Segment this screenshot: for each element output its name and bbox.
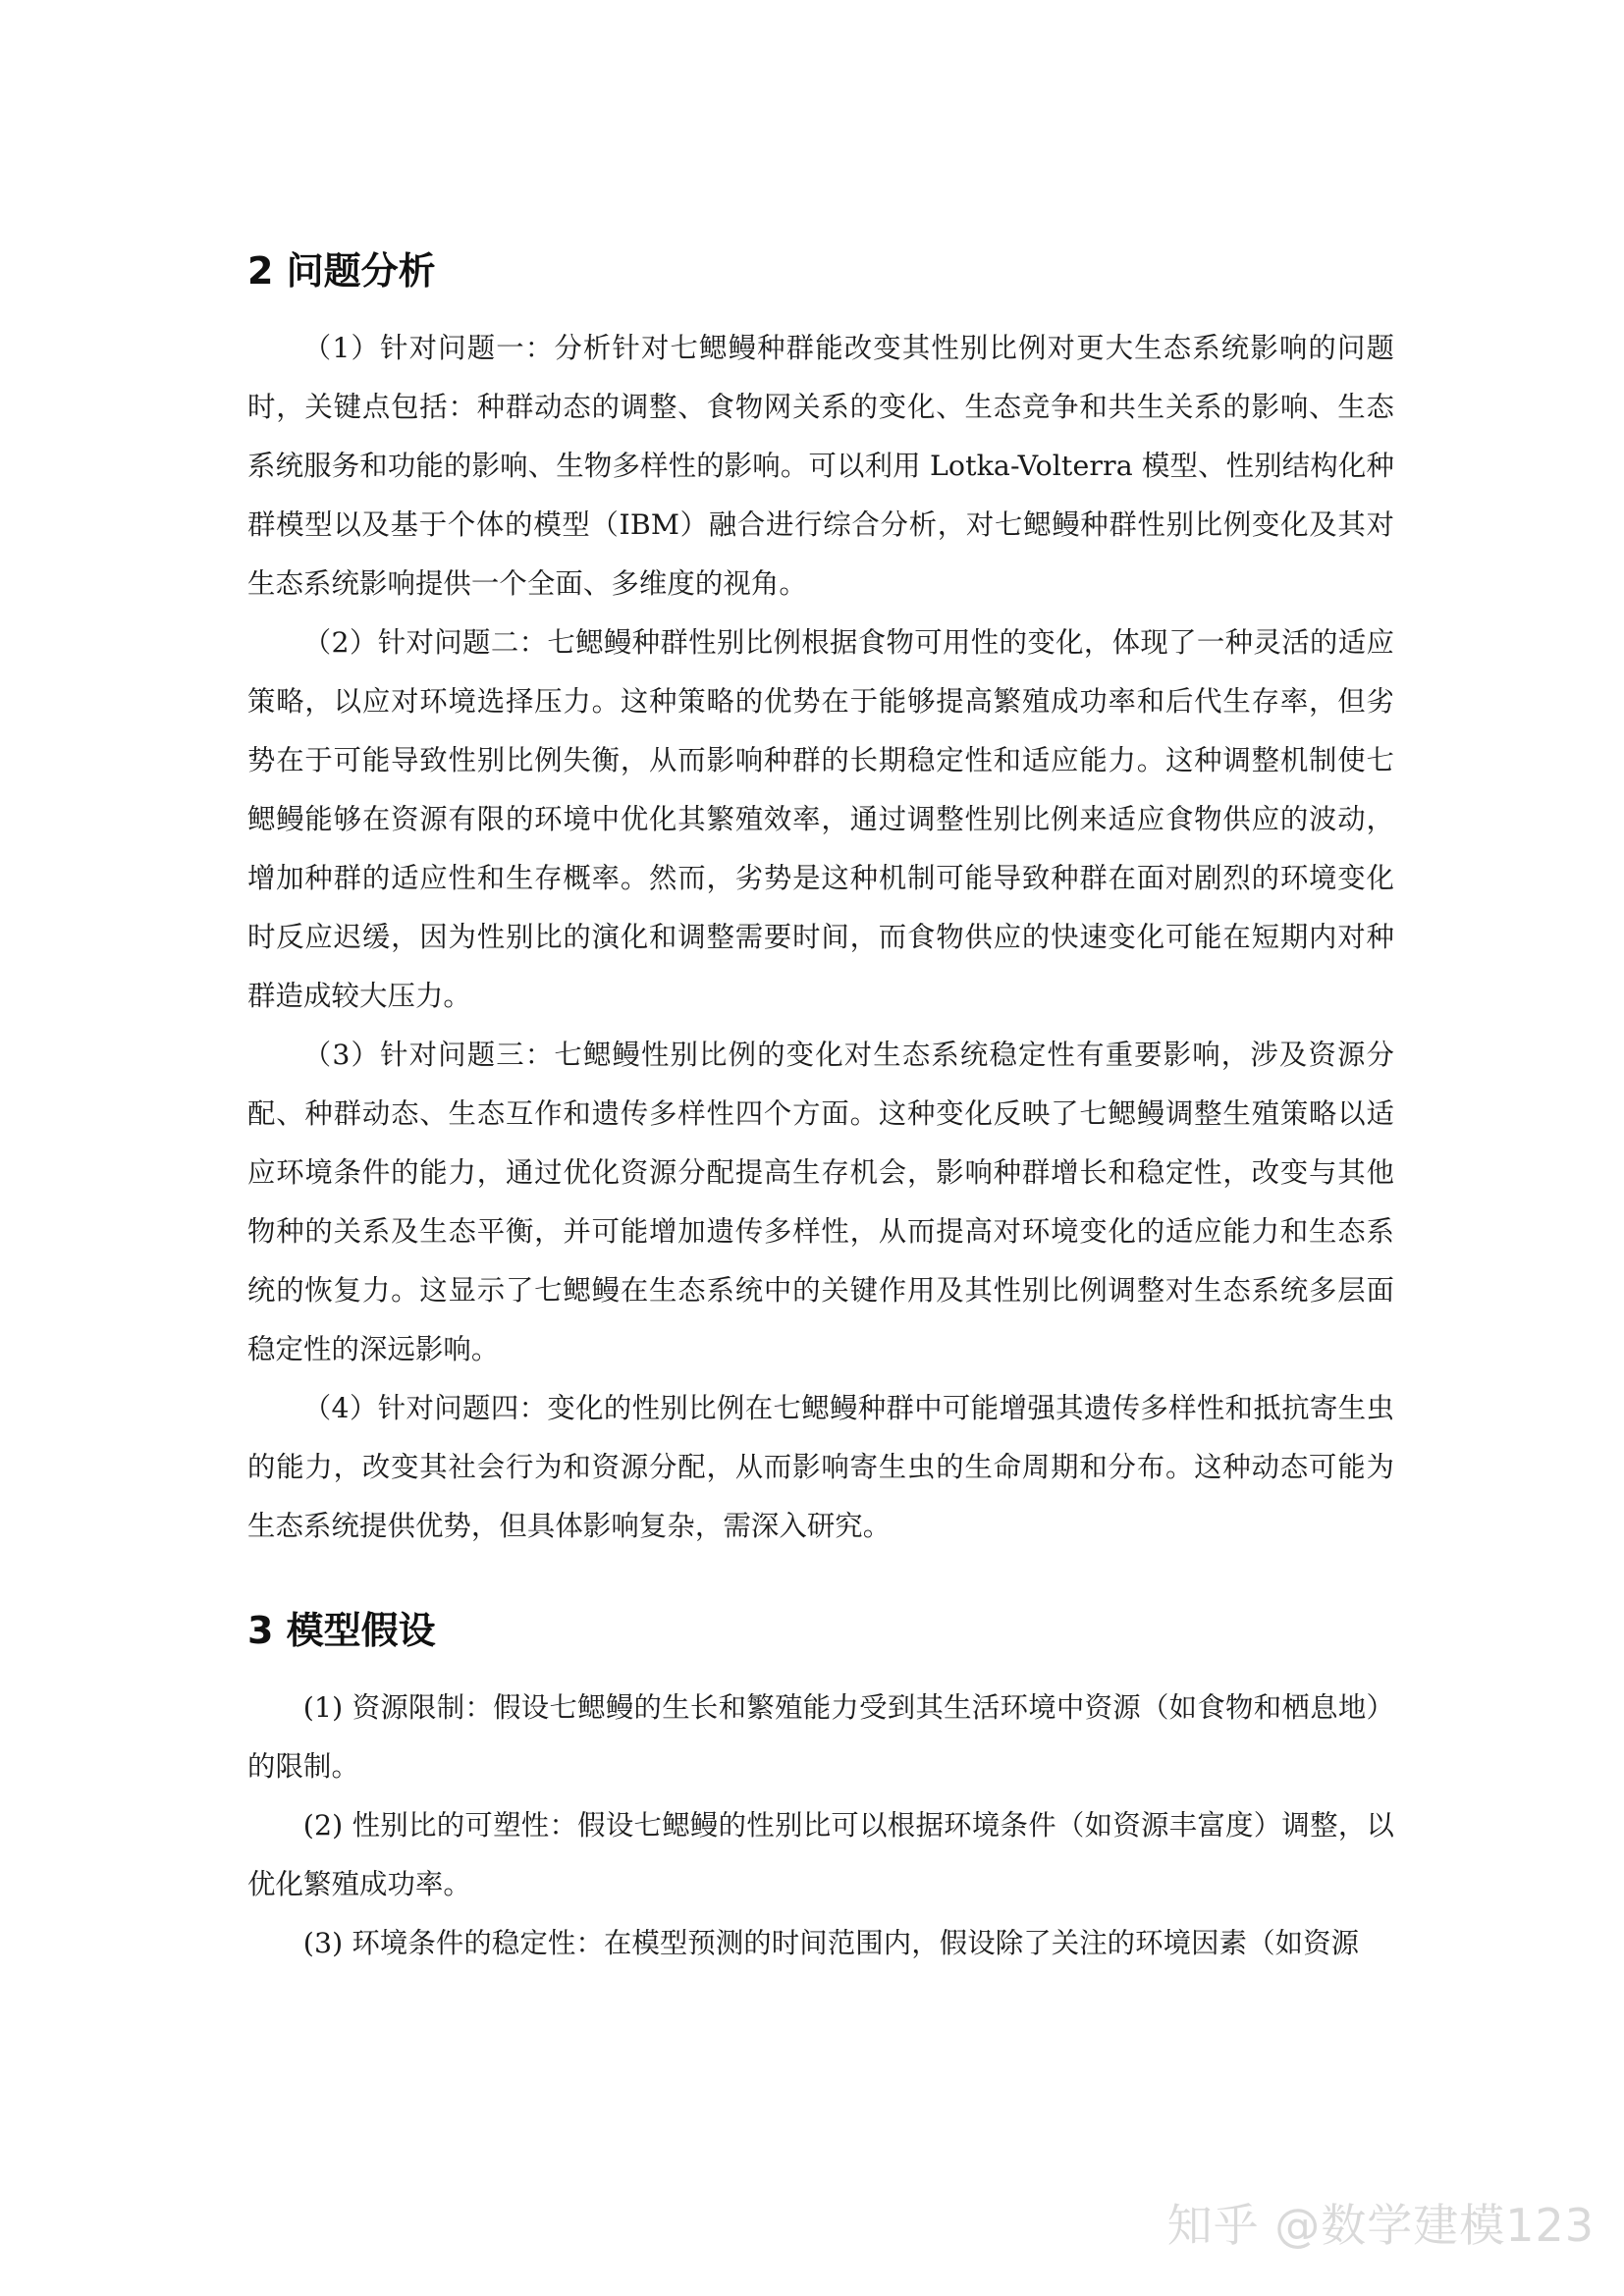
section-title: 2 问题分析: [247, 249, 436, 293]
section-title: 3 模型假设: [247, 1609, 436, 1653]
page-content: [247, 245, 1394, 1973]
section-model-assumptions: [247, 1605, 1394, 1973]
paragraph: （2）针对问题二：七鳃鳗种群性别比例根据食物可用性的变化，体现了一种灵活的适应策略，以应对环境选择压力。这种策略的优势在于能够提高繁殖成功率和后代生存率，但劣势在于可能导致性别比例失衡，从而影响种群的长期稳定性和适应能力。这种调整机制使七鳃鳗能够在资源有限的环境中优化其繁殖效率，通过调整性别比例来适应食物供应的波动，增加种群的适应性和生存概率。然而，劣势是这种机制可能导致种群在面对剧烈的环境变化时反应迟缓，因为性别比的演化和调整需要时间，而食物供应的快速变化可能在短期内对种群造成较大压力。: [247, 626, 1394, 1013]
paragraph: (2) 性别比的可塑性：假设七鳃鳗的性别比可以根据环境条件（如资源丰富度）调整，以优化繁殖成功率。: [247, 1809, 1394, 1901]
paragraph: （3）针对问题三：七鳃鳗性别比例的变化对生态系统稳定性有重要影响，涉及资源分配、种群动态、生态互作和遗传多样性四个方面。这种变化反映了七鳃鳗调整生殖策略以适应环境条件的能力，通过优化资源分配提高生存机会，影响种群增长和稳定性，改变与其他物种的关系及生态平衡，并可能增加遗传多样性，从而提高对环境变化的适应能力和生态系统的恢复力。这显示了七鳃鳗在生态系统中的关键作用及其性别比例调整对生态系统多层面稳定性的深远影响。: [247, 1039, 1394, 1366]
watermark: 知乎 @数学建模123: [1166, 2199, 1595, 2252]
paragraph: （1）针对问题一：分析针对七鳃鳗种群能改变其性别比例对更大生态系统影响的问题时，关键点包括：种群动态的调整、食物网关系的变化、生态竞争和共生关系的影响、生态系统服务和功能的影响、生物多样性的影响。可以利用 Lotka-Volterra 模型、性别结构化种群模型以及基于个体的模型（IBM）融合进行综合分析，对七鳃鳗种群性别比例变化及其对生态系统影响提供一个全面、多维度的视角。: [247, 332, 1394, 601]
section-problem-analysis: [247, 245, 1394, 1556]
paragraph: (3) 环境条件的稳定性：在模型预测的时间范围内，假设除了关注的环境因素（如资源: [302, 1927, 1360, 1960]
paragraph: （4）针对问题四：变化的性别比例在七鳃鳗种群中可能增强其遗传多样性和抵抗寄生虫的能力，改变其社会行为和资源分配，从而影响寄生虫的生命周期和分布。这种动态可能为生态系统提供优势，但具体影响复杂，需深入研究。: [247, 1392, 1394, 1543]
paragraph: (1) 资源限制：假设七鳃鳗的生长和繁殖能力受到其生活环境中资源（如食物和栖息地）的限制。: [247, 1691, 1394, 1784]
